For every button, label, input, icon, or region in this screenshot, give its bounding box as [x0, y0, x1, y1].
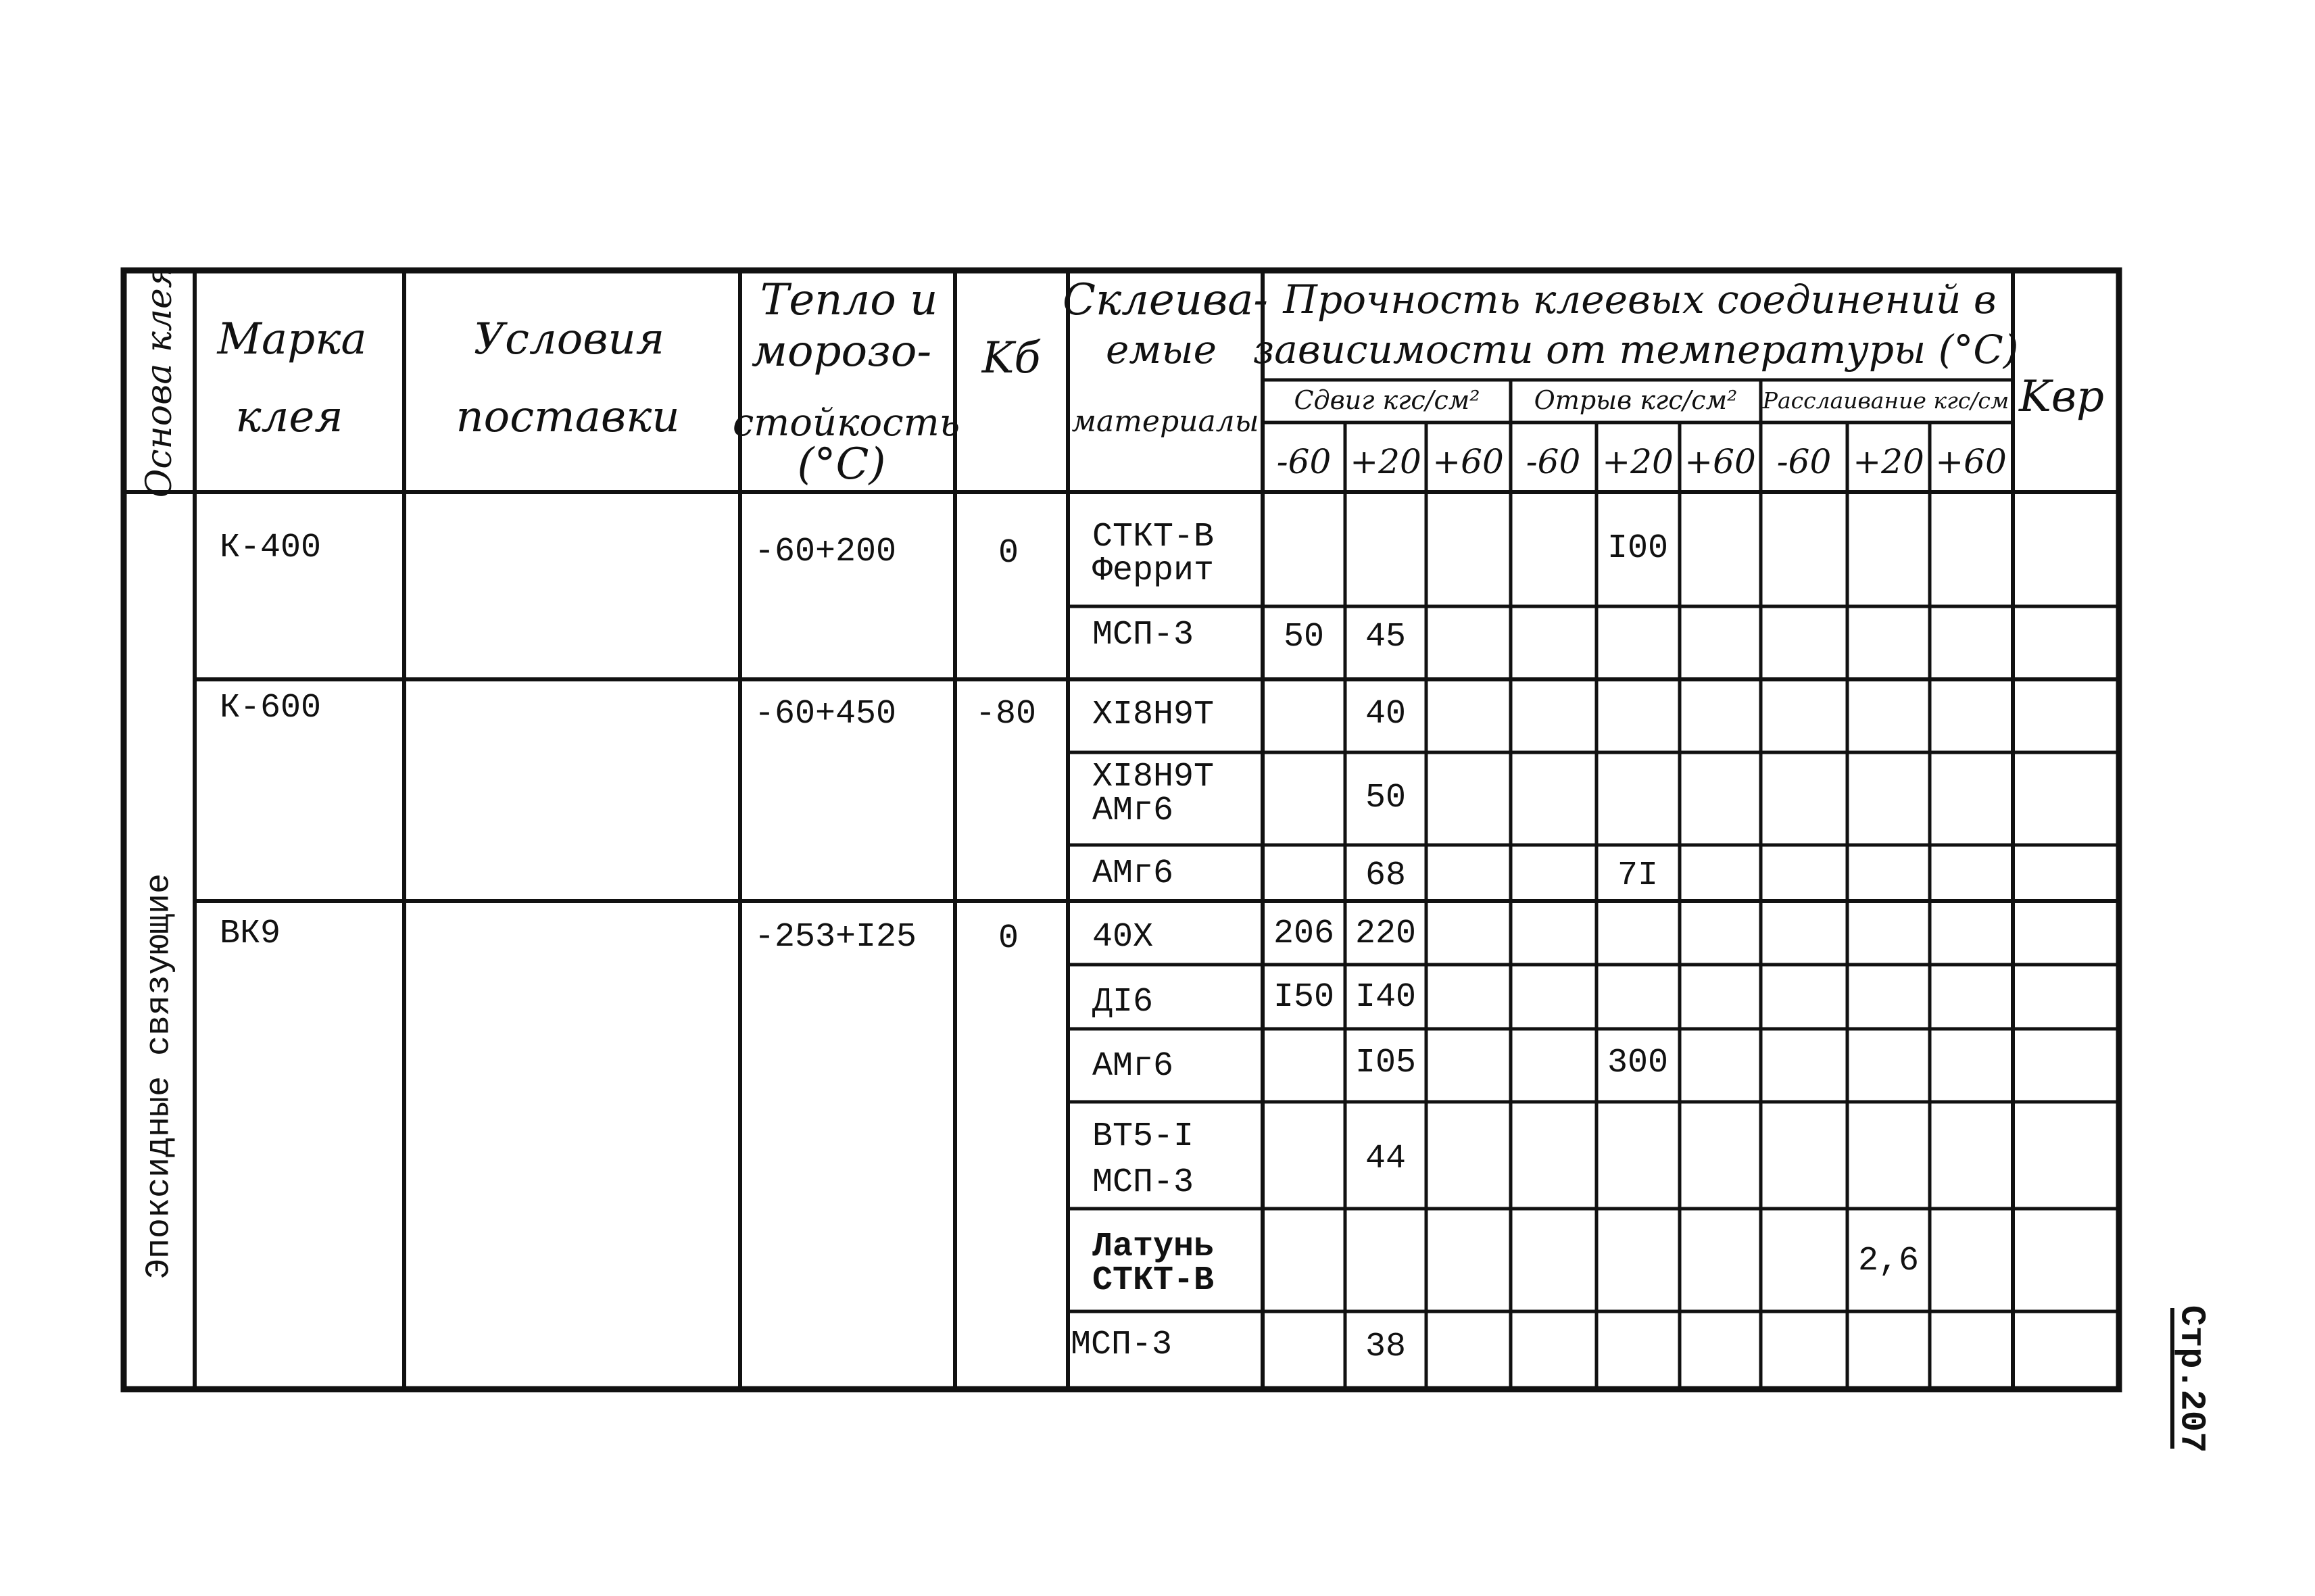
value-cell: 2,6: [1857, 1242, 1920, 1280]
value-cell: 44: [1365, 1140, 1407, 1178]
page-number: Стр.207: [2171, 1305, 2212, 1453]
material-cell: ДI6: [1092, 983, 1154, 1021]
glue-kb: 0: [998, 534, 1019, 573]
temp-header: +60: [1935, 442, 2007, 481]
value-cell: 40: [1365, 695, 1407, 733]
value-cell: I40: [1355, 978, 1417, 1017]
header-teplo-line1: Тепло и: [760, 275, 938, 325]
value-cell: 50: [1365, 779, 1407, 817]
temp-header: +60: [1432, 442, 1504, 481]
material-cell: 40Х: [1092, 918, 1154, 957]
value-cell: 7I: [1617, 856, 1659, 895]
header-kvr: Kвр: [2018, 372, 2105, 422]
header-kb: Kб: [981, 333, 1041, 383]
header-teplo-line4: (°C): [797, 439, 886, 489]
header-usloviya-line2: поставки: [456, 392, 680, 442]
group-label: Эпоксидные связующие: [140, 873, 179, 1280]
header-prochnost-line1: Прочность клеевых соединений в: [1283, 276, 1997, 322]
value-cell: 50: [1283, 618, 1325, 656]
material-cell: XI8H9T АМг6: [1092, 758, 1215, 830]
header-skleiv-line3: материалы: [1071, 404, 1259, 439]
glue-kb: 0: [998, 919, 1019, 958]
value-cell: 220: [1355, 915, 1417, 953]
header-skleiv-line1: Склеива-: [1062, 275, 1269, 325]
material-cell: АМг6: [1092, 1047, 1174, 1086]
value-cell: 68: [1365, 856, 1407, 895]
temp-header: +20: [1350, 442, 1421, 481]
glue-temp: -253+I25: [754, 918, 917, 957]
header-skleiv-line2: емые: [1106, 327, 1217, 372]
temp-header: +20: [1853, 442, 1924, 481]
header-prochnost-line2: зависимости от температуры (°C): [1252, 327, 2019, 372]
material-cell: АМг6: [1092, 854, 1174, 893]
glue-temp: -60+450: [754, 695, 897, 733]
material-cell: Латунь СТКТ-В: [1092, 1228, 1215, 1300]
glue-marka: К-600: [220, 689, 322, 727]
header-otryv: Отрыв кгс/см²: [1534, 385, 1738, 415]
header-marka-line2: клея: [235, 392, 343, 442]
material-cell: ВТ5-I МСП-3: [1092, 1117, 1194, 1202]
glue-marka: ВК9: [220, 915, 281, 953]
temp-header: +60: [1684, 442, 1756, 481]
material-cell: МСП-3: [1071, 1326, 1173, 1364]
glue-kb: -80: [975, 695, 1037, 733]
header-osnova: Основа клея: [139, 264, 180, 498]
header-rassl: Расслаивание кгс/см: [1762, 387, 2009, 414]
header-marka-line1: Марка: [217, 314, 367, 364]
header-usloviya-line1: Условия: [473, 314, 665, 364]
temp-header: +20: [1602, 442, 1674, 481]
temp-header: -60: [1526, 442, 1581, 481]
value-cell: 45: [1365, 618, 1407, 656]
value-cell: 300: [1607, 1044, 1669, 1082]
glue-marka: К-400: [220, 529, 322, 567]
value-cell: I00: [1607, 529, 1669, 568]
value-cell: I50: [1273, 978, 1335, 1017]
glue-temp: -60+200: [754, 533, 897, 571]
temp-header: -60: [1276, 442, 1332, 481]
value-cell: I05: [1355, 1044, 1417, 1082]
header-teplo-line3: стойкость: [732, 401, 960, 445]
value-cell: 206: [1273, 915, 1335, 953]
temp-header: -60: [1776, 442, 1832, 481]
material-cell: СТКТ-В Феррит: [1092, 518, 1215, 590]
value-cell: 38: [1365, 1328, 1407, 1366]
material-cell: МСП-3: [1092, 616, 1194, 654]
header-sdvig: Сдвиг кгс/см²: [1294, 385, 1480, 415]
material-cell: XI8H9T: [1092, 696, 1215, 734]
header-teplo-line2: морозо-: [751, 327, 932, 377]
